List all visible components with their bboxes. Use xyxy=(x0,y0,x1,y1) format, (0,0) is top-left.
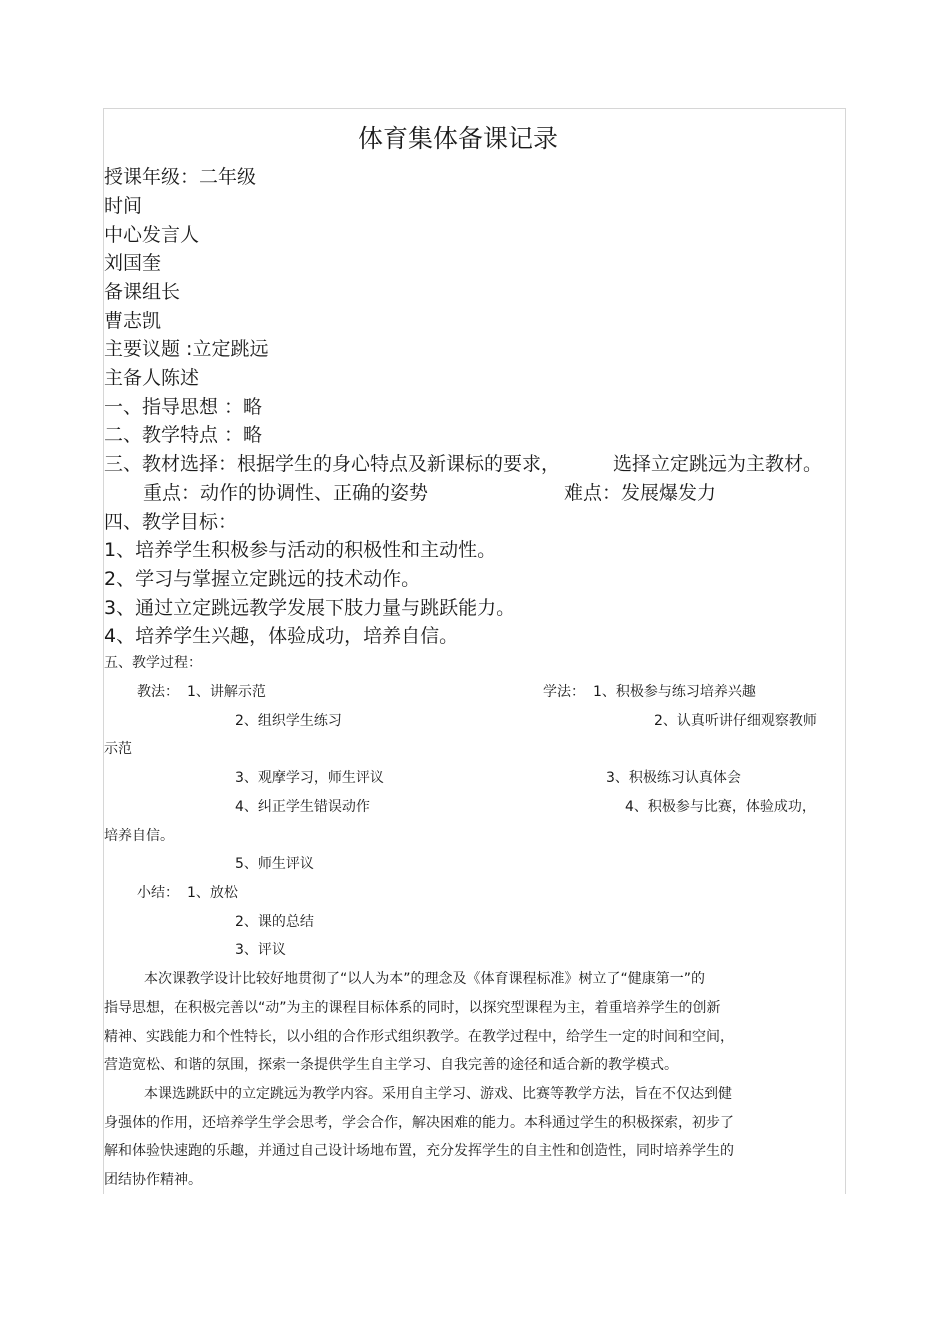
summary-label: 小结： xyxy=(137,885,179,901)
goal-item: 2、学习与掌握立定跳远的技术动作。 xyxy=(104,568,421,590)
page-border-top xyxy=(103,108,845,109)
page-border-right xyxy=(845,108,846,1194)
teach-item: 2、组织学生练习 xyxy=(235,713,342,729)
teaching-features: 二、教学特点 ：略 xyxy=(104,424,263,446)
material-selection: 三、教材选择：根据学生的身心特点及新课标的要求， xyxy=(104,453,561,475)
reflection-line: 本课选跳跃中的立定跳远为教学内容。采用自主学习、游戏、比赛等教学方法，旨在不仅达到健 xyxy=(144,1086,732,1102)
material-selection-cont: 选择立定跳远为主教材。 xyxy=(613,453,823,475)
time-label: 时间 xyxy=(104,195,143,217)
speaker-label: 中心发言人 xyxy=(104,224,200,246)
teach-item: 3、观摩学习，师生评议 xyxy=(235,770,384,786)
reflection-line: 指导思想，在积极完善以“动”为主的课程目标体系的同时，以探究型课程为主，着重培养学生的创新 xyxy=(104,1000,721,1016)
summary-item: 2、课的总结 xyxy=(235,914,314,930)
goal-item: 4、培养学生兴趣，体验成功，培养自信。 xyxy=(104,625,459,647)
learn-item: 1、积极参与练习培养兴趣 xyxy=(593,684,756,700)
grade-line: 授课年级：二年级 xyxy=(104,166,257,188)
reflection-line: 解和体验快速跑的乐趣，并通过自己设计场地布置，充分发挥学生的自主性和创造性，同时培养学生的 xyxy=(104,1143,734,1159)
process-heading: 五、教学过程： xyxy=(104,655,202,671)
goals-heading: 四、教学目标： xyxy=(104,511,238,533)
learn-item: 3、积极练习认真体会 xyxy=(606,770,741,786)
reflection-line: 团结协作精神。 xyxy=(104,1172,202,1188)
reflection-line: 本次课教学设计比较好地贯彻了“以人为本”的理念及《体育课程标准》树立了“健康第一”的 xyxy=(144,971,706,987)
reflection-line: 营造宽松、和谐的氛围，探索一条提供学生自主学习、自我完善的途径和适合新的教学模式。 xyxy=(104,1057,678,1073)
learn-method-label: 学法： xyxy=(543,684,585,700)
topic-line: 主要议题 :立定跳远 xyxy=(104,338,269,360)
learn-item-wrap: 示范 xyxy=(104,741,132,757)
document-title: 体育集体备课记录 xyxy=(358,124,559,153)
teach-item: 4、纠正学生错误动作 xyxy=(235,799,370,815)
learn-item-wrap: 培养自信。 xyxy=(104,828,174,844)
leader-label: 备课组长 xyxy=(104,281,181,303)
learn-item: 4、积极参与比赛，体验成功， xyxy=(625,799,816,815)
speaker-name: 刘国奎 xyxy=(104,252,162,274)
presenter-line: 主备人陈述 xyxy=(104,367,200,389)
leader-name: 曹志凯 xyxy=(104,310,162,332)
reflection-line: 身强体的作用，还培养学生学会思考，学会合作，解决困难的能力。本科通过学生的积极探索，初步了 xyxy=(104,1115,734,1131)
goal-item: 3、通过立定跳远教学发展下肢力量与跳跃能力。 xyxy=(104,597,516,619)
summary-item: 3、评议 xyxy=(235,942,286,958)
difficulty-point: 难点：发展爆发力 xyxy=(564,482,717,504)
reflection-line: 精神、实践能力和个性特长，以小组的合作形式组织教学。在教学过程中，给学生一定的时间和空间， xyxy=(104,1029,734,1045)
key-point: 重点：动作的协调性、正确的姿势 xyxy=(143,482,429,504)
goal-item: 1、培养学生积极参与活动的积极性和主动性。 xyxy=(104,539,497,561)
guiding-thought: 一、指导思想 ：略 xyxy=(104,396,263,418)
summary-item: 1、放松 xyxy=(187,885,238,901)
teach-item: 5、师生评议 xyxy=(235,856,314,872)
learn-item: 2、认真听讲仔细观察教师 xyxy=(654,713,817,729)
teach-item: 1、讲解示范 xyxy=(187,684,266,700)
teach-method-label: 教法： xyxy=(137,684,179,700)
